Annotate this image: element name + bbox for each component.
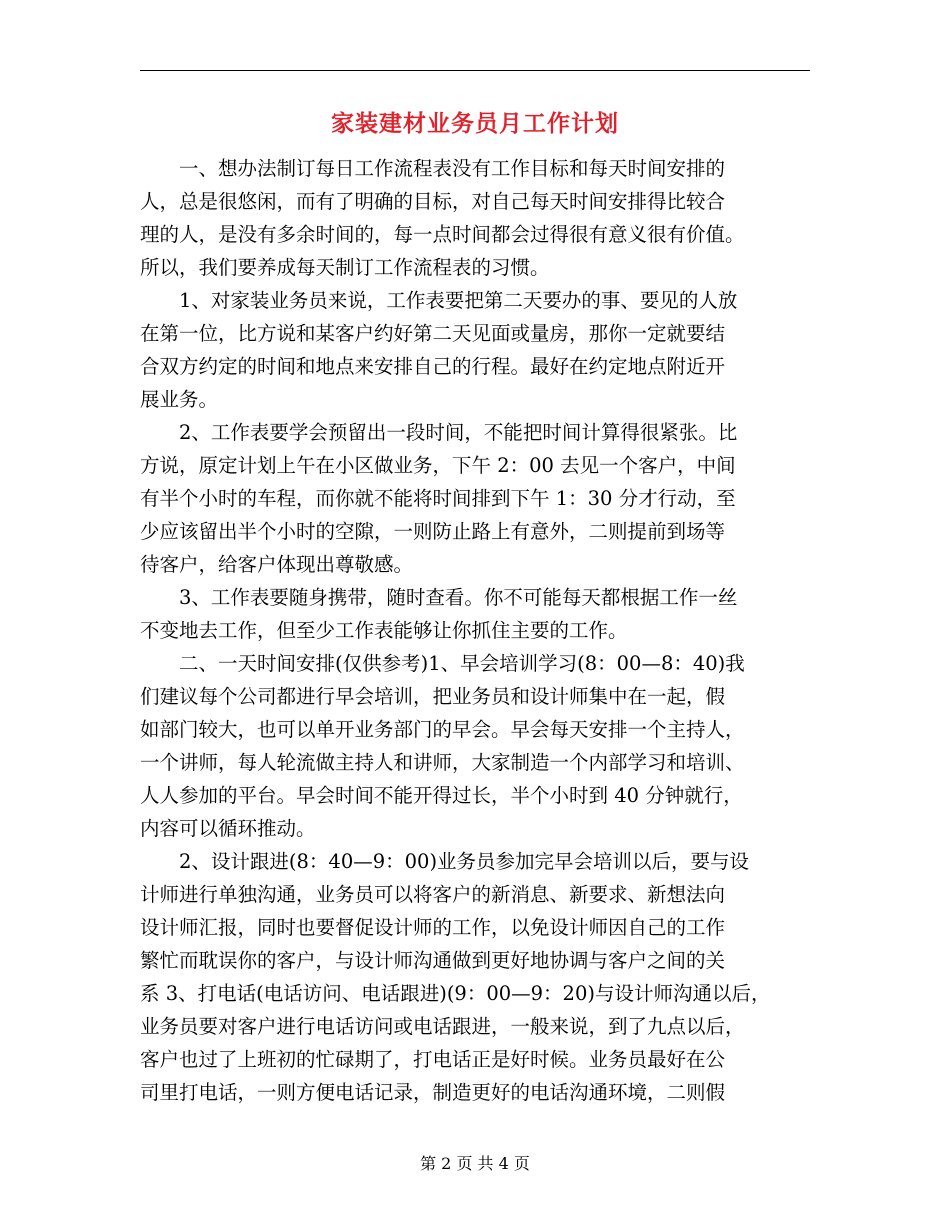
body-line: 所以，我们要养成每天制订工作流程表的习惯。 bbox=[140, 256, 550, 279]
body-line: 客户也过了上班初的忙碌期了，打电话正是好时候。业务员最好在公 bbox=[140, 1048, 726, 1071]
body-line: 在第一位，比方说和某客户约好第二天见面或量房，那你一定就要结 bbox=[140, 322, 726, 345]
body-line: 有半个小时的车程，而你就不能将时间排到下午 1：30 分才行动，至 bbox=[140, 487, 736, 510]
body-line: 待客户，给客户体现出尊敬感。 bbox=[140, 553, 414, 576]
body-line: 少应该留出半个小时的空隙，一则防止路上有意外，二则提前到场等 bbox=[140, 520, 726, 543]
body-line: 繁忙而耽误你的客户，与设计师沟通做到更好地协调与客户之间的关 bbox=[140, 949, 726, 972]
body-line: 内容可以循环推动。 bbox=[140, 817, 316, 840]
body-line: 司里打电话，一则方便电话记录，制造更好的电话沟通环境，二则假 bbox=[140, 1081, 726, 1104]
body-line: 2、工作表要学会预留出一段时间，不能把时间计算得很紧张。比 bbox=[140, 421, 738, 444]
body-line: 合双方约定的时间和地点来安排自己的行程。最好在约定地点附近开 bbox=[140, 355, 726, 378]
body-line: 人人参加的平台。早会时间不能开得过长，半个小时到 40 分钟就行， bbox=[140, 784, 743, 807]
page-indicator: 第 2 页 共 4 页 bbox=[420, 1154, 530, 1173]
body-line: 们建议每个公司都进行早会培训，把业务员和设计师集中在一起，假 bbox=[140, 685, 726, 708]
body-line: 二、一天时间安排(仅供参考)1、早会培训学习(8：00—8：40)我 bbox=[140, 652, 745, 675]
body-line: 方说，原定计划上午在小区做业务，下午 2：00 去见一个客户，中间 bbox=[140, 454, 736, 477]
body-line: 设计师汇报，同时也要督促设计师的工作，以免设计师因自己的工作 bbox=[140, 916, 726, 939]
body-line: 计师进行单独沟通，业务员可以将客户的新消息、新要求、新想法向 bbox=[140, 883, 726, 906]
body-line: 理的人，是没有多余时间的，每一点时间都会过得很有意义很有价值。 bbox=[140, 223, 745, 246]
document-body bbox=[140, 152, 812, 1109]
body-line: 1、对家装业务员来说，工作表要把第二天要办的事、要见的人放 bbox=[140, 289, 738, 312]
body-line: 一、想办法制订每日工作流程表没有工作目标和每天时间安排的 bbox=[140, 157, 726, 180]
header-rule bbox=[140, 70, 810, 71]
body-line: 系 3、打电话(电话访问、电话跟进)(9：00—9：20)与设计师沟通以后， bbox=[140, 982, 771, 1005]
body-line: 2、设计跟进(8：40—9：00)业务员参加完早会培训以后，要与设 bbox=[140, 850, 750, 873]
document-title: 家装建材业务员月工作计划 bbox=[331, 110, 619, 137]
body-line: 3、工作表要随身携带，随时查看。你不可能每天都根据工作一丝 bbox=[140, 586, 738, 609]
body-line: 如部门较大，也可以单开业务部门的早会。早会每天安排一个主持人， bbox=[140, 718, 745, 741]
body-line: 不变地去工作，但至少工作表能够让你抓住主要的工作。 bbox=[140, 619, 628, 642]
body-line: 业务员要对客户进行电话访问或电话跟进，一般来说，到了九点以后， bbox=[140, 1015, 745, 1038]
body-line: 一个讲师，每人轮流做主持人和讲师，大家制造一个内部学习和培训、 bbox=[140, 751, 745, 774]
body-line: 展业务。 bbox=[140, 388, 219, 411]
body-line: 人，总是很悠闲，而有了明确的目标，对自己每天时间安排得比较合 bbox=[140, 190, 726, 213]
